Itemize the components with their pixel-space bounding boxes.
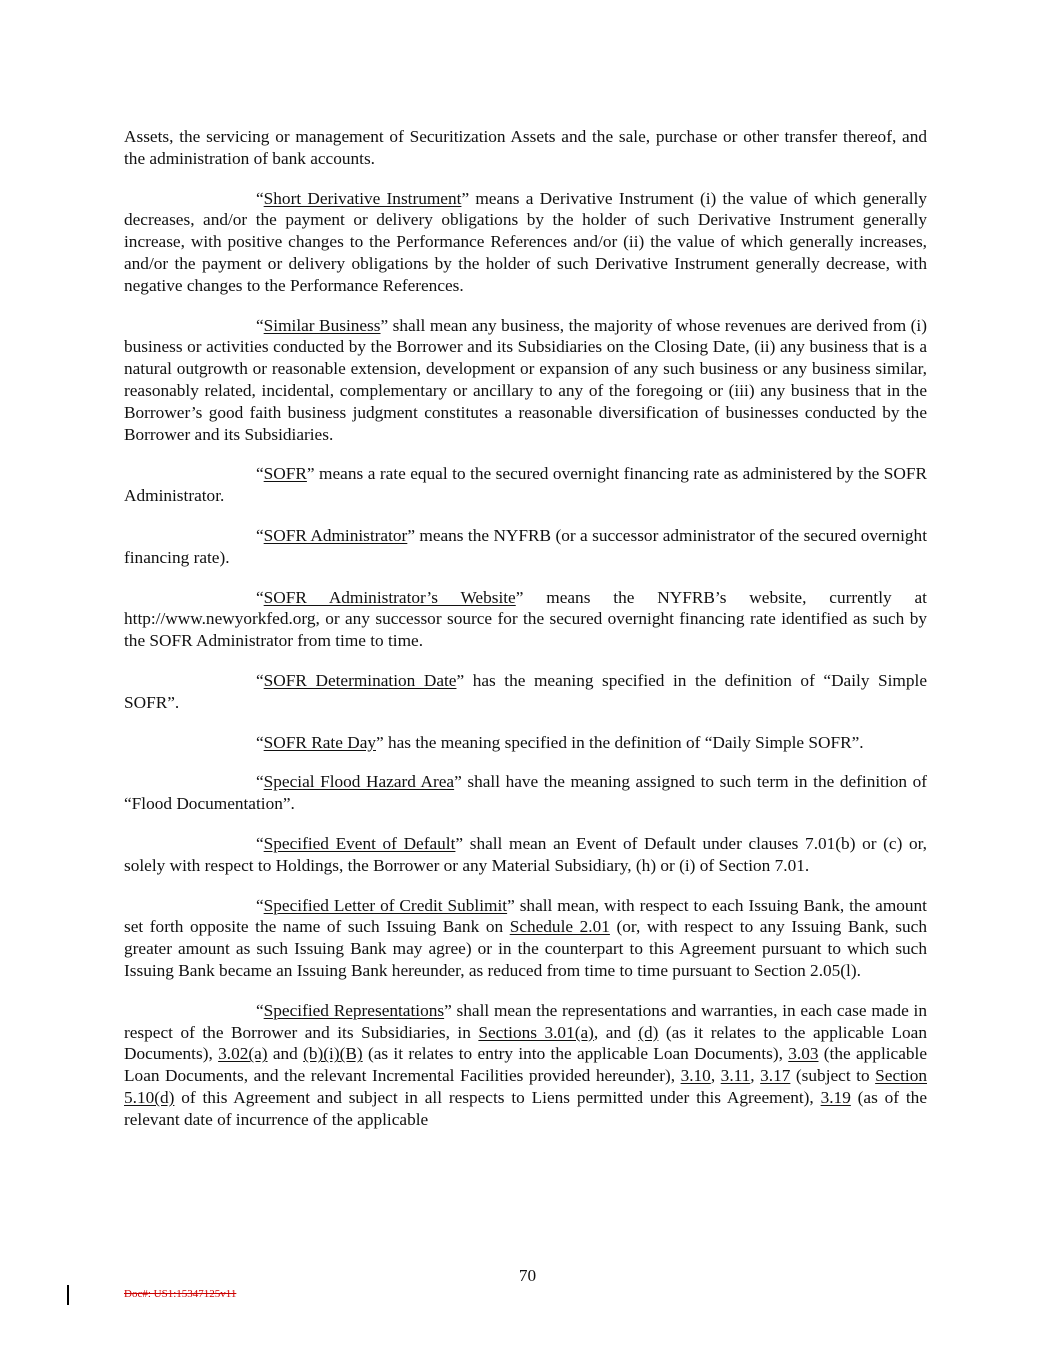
- defined-term: 3.02(a): [218, 1044, 268, 1064]
- paragraph-text: ” means the NYFRB (or a successor administrator of the secured overnight financing rate).: [124, 525, 927, 567]
- paragraph-def-sofr: [124, 463, 927, 507]
- defined-term: Specified Representations: [263, 1000, 445, 1020]
- paragraph-text: Assets, the servicing or management of Securitization Assets and the sale, purchase or other transfer thereof, and the administration of bank accounts.: [124, 127, 927, 168]
- paragraph-def-sofr-rate-day: [124, 732, 927, 754]
- paragraph-text: ” shall have the meaning assigned to such term in the definition of “Flood Documentation”.: [124, 772, 927, 814]
- paragraph-text: (or, with respect to any Issuing Bank, such greater amount as such Issuing Bank may agree) or in the counterpart to this Agreement pursuant to which such Issuing Bank became an Issuing Bank hereunder, as reduced from time to time pursuant to Section 2.05(l).: [124, 917, 927, 980]
- paragraph-text: “: [256, 772, 264, 792]
- paragraph-text: , and: [593, 1022, 639, 1042]
- paragraph-text: ” means the NYFRB’s website, currently at http://www.newyorkfed.org, or any successor source for the secured overnight financing rate identified as such by the SOFR Administrator from time to time.: [124, 587, 927, 651]
- defined-term: Short Derivative Instrument: [263, 188, 462, 208]
- paragraph-text: ” has the meaning specified in the definition of “Daily Simple SOFR”.: [376, 732, 864, 752]
- defined-term: Sections 3.01(a): [478, 1022, 594, 1042]
- paragraph-text: “: [256, 895, 264, 915]
- defined-term: (d): [638, 1022, 659, 1042]
- paragraph-text: “: [256, 315, 264, 335]
- defined-term: 3.11: [720, 1066, 751, 1086]
- document-body: [124, 126, 927, 1148]
- page-number: 70: [518, 1266, 537, 1285]
- paragraph-p-securitization-cont: [124, 126, 927, 170]
- paragraph-def-specified-representations: [124, 1000, 927, 1131]
- defined-term: (b)(i)(B): [303, 1044, 363, 1064]
- paragraph-def-sofr-determination-date: [124, 670, 927, 714]
- paragraph-text: (as it relates to entry into the applicable Loan Documents),: [362, 1044, 789, 1064]
- paragraph-text: “: [256, 525, 264, 545]
- defined-term: SOFR Rate Day: [263, 732, 376, 752]
- paragraph-text: ” means a Derivative Instrument (i) the value of which generally decreases, and/or the payment or delivery obligations by the holder of such Derivative Instrument generally increase, with positive changes to the Performance References and/or (ii) the value of which generally increases, and/or the payment or delivery obligations by the holder of such Derivative Instrument generally decrease, with negative changes to the Performance References.: [124, 188, 927, 295]
- paragraph-text: ” shall mean an Event of Default under clauses 7.01(b) or (c) or, solely with respect to Holdings, the Borrower or any Material Subsidiary, (h) or (i) of Section 7.01.: [124, 833, 927, 875]
- paragraph-def-specified-event-of-default: [124, 833, 927, 877]
- paragraph-def-similar-business: [124, 315, 927, 446]
- paragraph-def-sofr-administrator: [124, 525, 927, 569]
- defined-term: Specified Letter of Credit Sublimit: [263, 895, 508, 915]
- paragraph-text: ” shall mean, with respect to each Issuing Bank, the amount set forth opposite the name of such Issuing Bank on: [124, 895, 927, 937]
- paragraph-text: ” shall mean any business, the majority of whose revenues are derived from (i) business or activities conducted by the Borrower and its Subsidiaries on the Closing Date, (ii) any business that is a natural outgrowth or reasonable extension, development or expansion of any such business or any business similar, reasonably related, incidental, complementary or ancillary to any of the foregoing or (iii) any business that in the Borrower’s good faith business judgment constitutes a reasonable diversification of businesses conducted by the Borrower and its Subsidiaries.: [124, 315, 927, 444]
- paragraph-text: (as it relates to the applicable Loan Documents),: [124, 1022, 927, 1064]
- paragraph-text: (subject to: [790, 1066, 876, 1086]
- paragraph-text: ,: [710, 1066, 721, 1086]
- paragraph-text: “: [256, 464, 264, 484]
- paragraph-text: ” means a rate equal to the secured overnight financing rate as administered by the SOFR Administrator.: [124, 464, 927, 506]
- defined-term: 3.19: [820, 1087, 851, 1107]
- defined-term: Section 5.10(d): [124, 1066, 927, 1107]
- defined-term: 3.10: [680, 1066, 711, 1086]
- paragraph-text: ” has the meaning specified in the definition of “Daily Simple SOFR”.: [124, 670, 927, 712]
- paragraph-text: “: [256, 833, 264, 853]
- paragraph-text: (as of the relevant date of incurrence of the applicable: [124, 1087, 927, 1129]
- paragraph-text: “: [256, 732, 264, 752]
- defined-term: 3.03: [788, 1044, 819, 1064]
- paragraph-def-short-derivative-instrument: [124, 188, 927, 297]
- paragraph-text: “: [256, 587, 264, 607]
- paragraph-text: ,: [750, 1066, 761, 1086]
- paragraph-text: “: [256, 670, 264, 690]
- defined-term: Schedule 2.01: [509, 917, 610, 937]
- paragraph-def-sofr-administrators-website: [124, 587, 927, 652]
- defined-term: SOFR Administrator’s Website: [263, 587, 516, 607]
- defined-term: Similar Business: [263, 315, 381, 335]
- paragraph-text: “: [256, 1000, 264, 1020]
- paragraph-def-special-flood-hazard-area: [124, 771, 927, 815]
- defined-term: SOFR: [263, 464, 307, 484]
- paragraph-text: ” shall mean the representations and warranties, in each case made in respect of the Borrower and its Subsidiaries, in: [124, 1000, 927, 1042]
- paragraph-def-specified-letter-of-credit-sublimit: [124, 895, 927, 982]
- paragraph-text: (the applicable Loan Documents, and the relevant Incremental Facilities provided hereunder),: [124, 1044, 927, 1086]
- defined-term: Special Flood Hazard Area: [263, 772, 455, 792]
- revision-change-bar: [67, 1285, 69, 1305]
- paragraph-text: and: [267, 1044, 304, 1064]
- defined-term: SOFR Administrator: [263, 525, 408, 545]
- defined-term: Specified Event of Default: [263, 833, 456, 853]
- paragraph-text: “: [256, 188, 264, 208]
- paragraph-text: of this Agreement and subject in all respects to Liens permitted under this Agreement),: [174, 1087, 821, 1107]
- document-id-footer: Doc#: US1:15347125v11: [124, 1288, 237, 1300]
- defined-term: 3.17: [760, 1066, 791, 1086]
- defined-term: SOFR Determination Date: [263, 670, 457, 690]
